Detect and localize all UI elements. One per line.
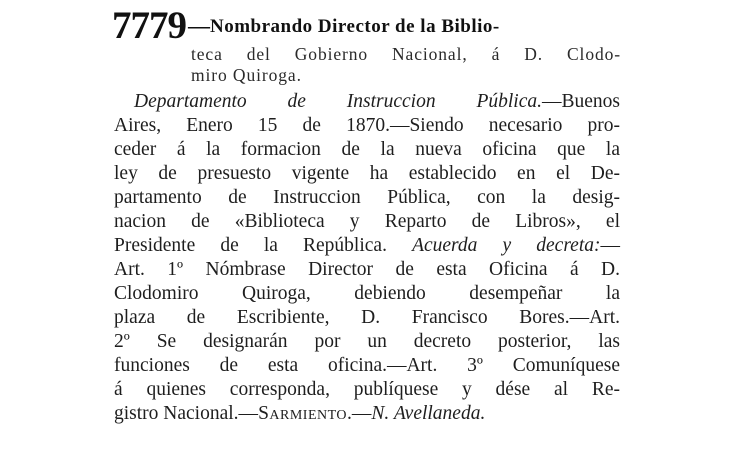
decree-title-line-3: miro Quiroga. bbox=[191, 65, 302, 85]
signature-sarmiento: Sarmiento bbox=[258, 403, 348, 424]
body-line-2: Aires, Enero 15 de 1870.—Siendo necesario pro- bbox=[114, 115, 620, 136]
body-line-5: partamento de Instruccion Pública, con la desig- bbox=[114, 187, 620, 208]
signature-avellaneda: N. Avellaneda. bbox=[371, 403, 486, 424]
body-line-8: Art. 1º Nómbrase Director de esta Oficina á D. bbox=[114, 259, 620, 280]
decree-title: Nombrando Director de la Biblio- bbox=[210, 16, 500, 37]
body-line-14-mid: .— bbox=[347, 403, 372, 424]
body-line-1-rest: —Buenos bbox=[542, 91, 620, 112]
body-line-10: plaza de Escribiente, D. Francisco Bores.—Art. bbox=[114, 307, 620, 328]
body-line-6: nacion de «Biblioteca y Reparto de Libros», el bbox=[114, 211, 620, 232]
body-line-11: 2º Se designarán por un decreto posterior, las bbox=[114, 331, 620, 352]
department-name: Departamento de Instruccion Pública. bbox=[134, 91, 542, 112]
body-line-1 bbox=[134, 90, 620, 114]
body-line-7 bbox=[114, 234, 620, 258]
body-line-4: ley de presuesto vigente ha establecido en el De- bbox=[114, 163, 620, 184]
body-line-9: Clodomiro Quiroga, debiendo desempeñar la bbox=[114, 283, 620, 304]
body-line-7-end: — bbox=[600, 235, 621, 256]
decree-number: 7779 bbox=[112, 4, 186, 47]
body-line-12: funciones de esta oficina.—Art. 3º Comuníquese bbox=[114, 355, 620, 376]
body-line-14 bbox=[114, 402, 485, 426]
decree-title-line-2: teca del Gobierno Nacional, á D. Clodo- bbox=[191, 44, 621, 64]
body-line-7-start: Presidente de la República. bbox=[114, 235, 387, 256]
body-line-3: ceder á la formacion de la nueva oficina que la bbox=[114, 139, 620, 160]
decree-formula: Acuerda y decreta: bbox=[412, 235, 601, 256]
body-line-14-start: gistro Nacional.— bbox=[114, 403, 259, 424]
title-dash: — bbox=[188, 13, 210, 38]
decree-header bbox=[112, 6, 500, 46]
body-line-13: á quienes corresponda, publíquese y dése al Re- bbox=[114, 379, 620, 400]
